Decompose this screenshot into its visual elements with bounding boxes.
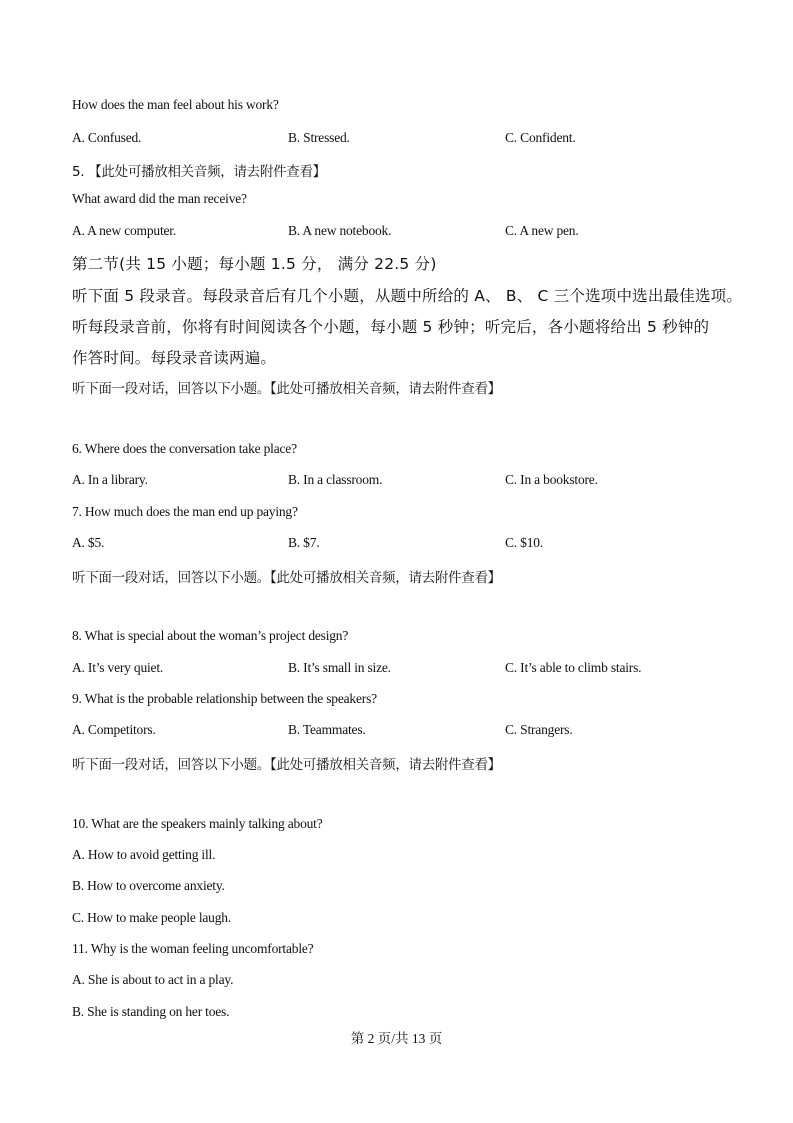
question-text: 6. Where does the conversation take place? bbox=[72, 441, 297, 456]
section-title: 第二节(共 15 小题；每小题 1.5 分， 满分 22.5 分) bbox=[72, 255, 437, 273]
option-b: B. She is standing on her toes. bbox=[72, 1004, 230, 1019]
question-text: What award did the man receive? bbox=[72, 191, 247, 206]
question-text: 10. What are the speakers mainly talking about? bbox=[72, 816, 323, 831]
question-text: How does the man feel about his work? bbox=[72, 97, 279, 112]
option-b: B. In a classroom. bbox=[288, 472, 383, 487]
option-c: C. A new pen. bbox=[505, 223, 579, 238]
option-a: A. It’s very quiet. bbox=[72, 660, 164, 675]
option-a: A. $5. bbox=[72, 535, 105, 550]
option-b: B. It’s small in size. bbox=[288, 660, 391, 675]
dialogue-prompt: 听下面一段对话，回答以下小题。【此处可播放相关音频，请去附件查看】 bbox=[72, 381, 501, 397]
option-b: B. Stressed. bbox=[288, 130, 350, 145]
question-text: 8. What is special about the woman’s project design? bbox=[72, 628, 349, 643]
question-audio-label: 5. 【此处可播放相关音频，请去附件查看】 bbox=[72, 164, 326, 180]
option-b: B. $7. bbox=[288, 535, 320, 550]
option-c: C. In a bookstore. bbox=[505, 472, 598, 487]
page-number: 第 2 页/共 13 页 bbox=[350, 1031, 443, 1046]
dialogue-prompt: 听下面一段对话，回答以下小题。【此处可播放相关音频，请去附件查看】 bbox=[72, 570, 501, 586]
option-c: C. Confident. bbox=[505, 130, 576, 145]
option-a: A. A new computer. bbox=[72, 223, 177, 238]
option-c: C. $10. bbox=[505, 535, 543, 550]
option-b: B. Teammates. bbox=[288, 722, 366, 737]
option-a: A. She is about to act in a play. bbox=[72, 972, 234, 987]
option-a: A. Competitors. bbox=[72, 722, 156, 737]
option-b: B. How to overcome anxiety. bbox=[72, 878, 225, 893]
section-instructions-line: 听每段录音前，你将有时间阅读各个小题，每小题 5 秒钟；听完后，各小题将给出 5 秒钟的 bbox=[72, 318, 710, 336]
dialogue-prompt: 听下面一段对话，回答以下小题。【此处可播放相关音频，请去附件查看】 bbox=[72, 757, 501, 773]
section-instructions-line: 听下面 5 段录音。每段录音后有几个小题，从题中所给的 A、 B、 C 三个选项中选出最佳选项。 bbox=[72, 287, 743, 305]
section-instructions-line: 作答时间。每段录音读两遍。 bbox=[72, 349, 277, 367]
option-c: C. It’s able to climb stairs. bbox=[505, 660, 642, 675]
option-a: A. How to avoid getting ill. bbox=[72, 847, 216, 862]
question-text: 9. What is the probable relationship between the speakers? bbox=[72, 691, 377, 706]
option-a: A. In a library. bbox=[72, 472, 148, 487]
option-c: C. Strangers. bbox=[505, 722, 573, 737]
option-b: B. A new notebook. bbox=[288, 223, 392, 238]
question-text: 11. Why is the woman feeling uncomfortable? bbox=[72, 941, 314, 956]
option-c: C. How to make people laugh. bbox=[72, 910, 231, 925]
option-a: A. Confused. bbox=[72, 130, 142, 145]
question-text: 7. How much does the man end up paying? bbox=[72, 504, 298, 519]
